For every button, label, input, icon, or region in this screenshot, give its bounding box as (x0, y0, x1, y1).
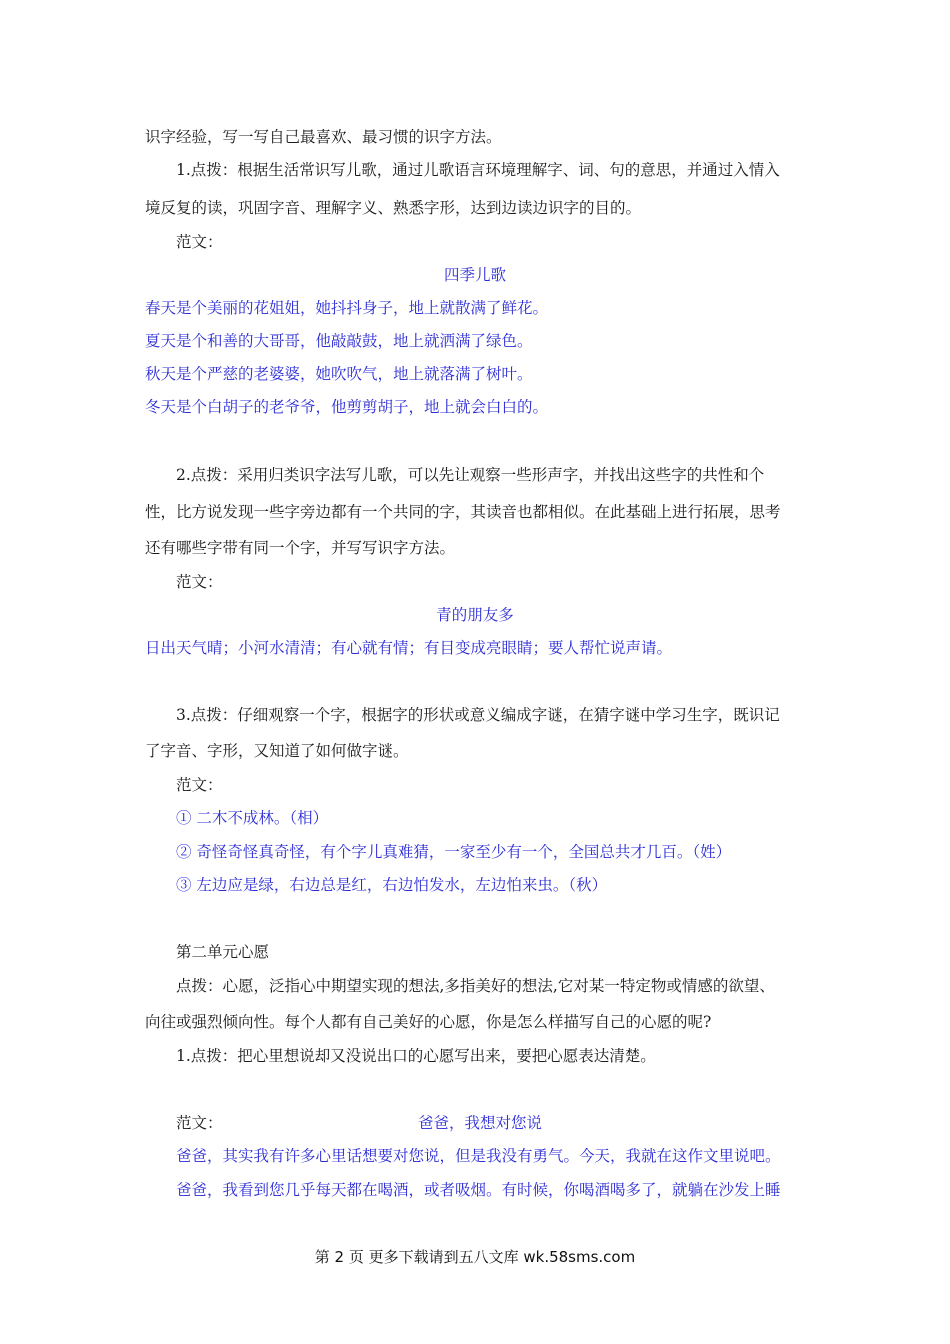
page-footer: 第 2 页 更多下载请到五八文库 wk.58sms.com (314, 1248, 636, 1266)
riddle-line: ③ 左边应是绿，右边总是红，右边怕发水，左边怕来虫。（秋） (176, 876, 608, 894)
tip-1-line: 1.点拨：根据生活常识写儿歌，通过儿歌语言环境理解字、词、句的意思，并通过入情入 (176, 161, 780, 179)
sample-label: 范文： (176, 1114, 223, 1132)
paragraph-line: 点拨：心愿，泛指心中期望实现的想法,多指美好的想法,它对某一特定物或情感的欲望、 (176, 977, 775, 995)
unit-heading: 第二单元心愿 (176, 943, 270, 961)
paragraph-line: 还有哪些字带有同一个字，并写写识字方法。 (145, 539, 456, 557)
poem-title: 四季儿歌 (443, 266, 506, 284)
essay-line: 爸爸，我看到您几乎每天都在喝酒，或者吸烟。有时候，你喝酒喝多了，就躺在沙发上睡 (176, 1181, 781, 1199)
sample-label: 范文： (176, 776, 223, 794)
essay-title: 爸爸，我想对您说 (418, 1114, 543, 1132)
poem-line: 春天是个美丽的花姐姐，她抖抖身子，地上就散满了鲜花。 (145, 299, 549, 317)
poem-line: 日出天气晴；小河水清清；有心就有情；有目变成亮眼睛；要人帮忙说声请。 (145, 639, 673, 657)
paragraph-line: 向往或强烈倾向性。每个人都有自己美好的心愿，你是怎么样描写自己的心愿的呢? (145, 1013, 712, 1031)
sample-label: 范文： (176, 573, 223, 591)
riddle-line: ① 二木不成林。（相） (176, 809, 329, 827)
poem-line: 冬天是个白胡子的老爷爷，他剪剪胡子，地上就会白白的。 (145, 398, 549, 416)
poem-line: 秋天是个严慈的老婆婆，她吹吹气，地上就落满了树叶。 (145, 365, 533, 383)
tip-3-line: 3.点拨：仔细观察一个字，根据字的形状或意义编成字谜，在猜字谜中学习生字，既识记 (176, 706, 780, 724)
paragraph-line: 性，比方说发现一些字旁边都有一个共同的字，其读音也都相似。在此基础上进行拓展，思考 (145, 503, 781, 521)
tip-1-line: 1.点拨：把心里想说却又没说出口的心愿写出来，要把心愿表达清楚。 (176, 1047, 656, 1065)
essay-line: 爸爸，其实我有许多心里话想要对您说，但是我没有勇气。今天，我就在这作文里说吧。 (176, 1147, 781, 1165)
poem-title: 青的朋友多 (436, 606, 514, 624)
poem-line: 夏天是个和善的大哥哥，他敲敲鼓，地上就洒满了绿色。 (145, 332, 533, 350)
tip-2-line: 2.点拨：采用归类识字法写儿歌，可以先让观察一些形声字，并找出这些字的共性和个 (176, 466, 765, 484)
paragraph-line: 了字音、字形，又知道了如何做字谜。 (145, 742, 409, 760)
sample-label: 范文： (176, 233, 223, 251)
riddle-line: ② 奇怪奇怪真奇怪，有个字儿真难猜，一家至少有一个，全国总共才几百。（姓） (176, 843, 732, 861)
paragraph-line: 境反复的读，巩固字音、理解字义、熟悉字形，达到边读边识字的目的。 (145, 199, 642, 217)
paragraph-line: 识字经验，写一写自己最喜欢、最习惯的识字方法。 (145, 128, 502, 146)
